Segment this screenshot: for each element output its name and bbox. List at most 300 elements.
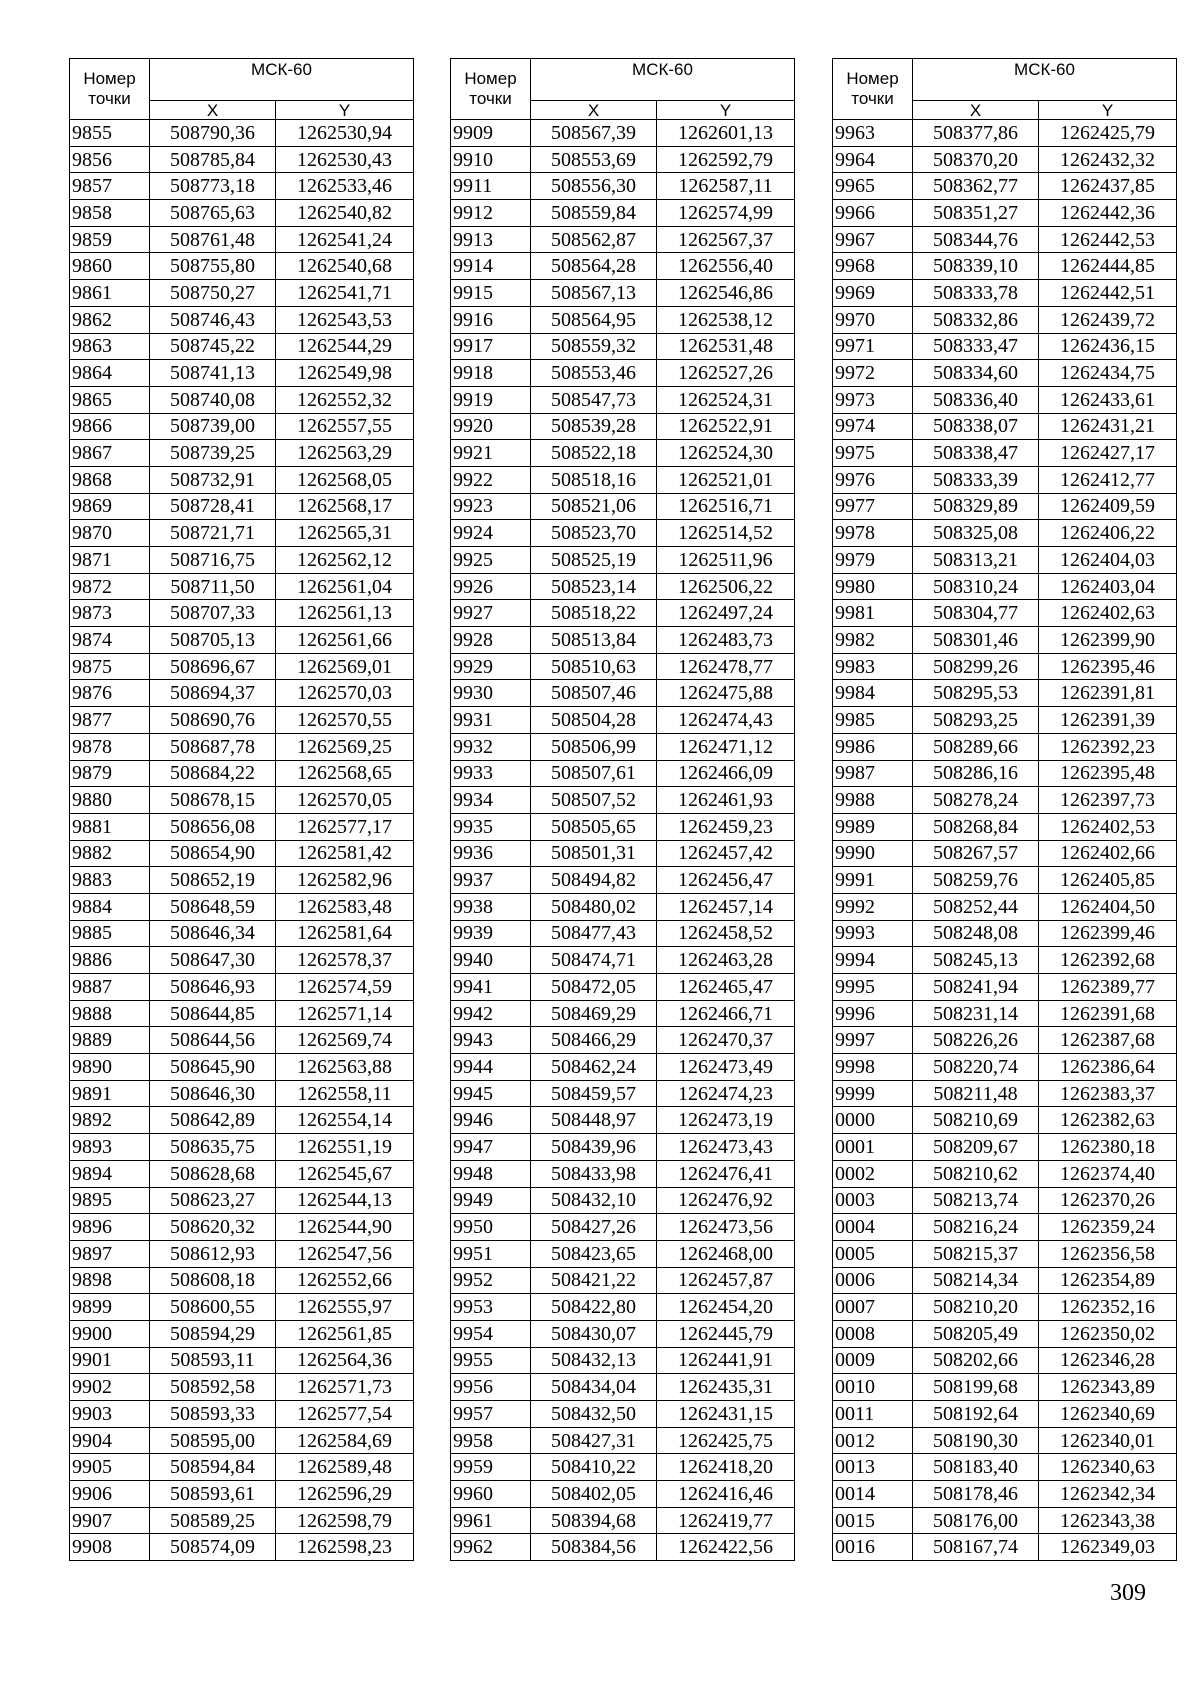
point-number: 0009 bbox=[833, 1347, 913, 1374]
table-row bbox=[833, 1294, 1177, 1321]
point-number: 9869 bbox=[70, 493, 150, 520]
table-row bbox=[70, 1481, 414, 1508]
y-value: 1262561,04 bbox=[276, 573, 414, 600]
point-number: 9944 bbox=[451, 1054, 531, 1081]
table-row bbox=[70, 627, 414, 654]
table-row bbox=[70, 1054, 414, 1081]
x-value: 508594,29 bbox=[150, 1320, 276, 1347]
y-value: 1262571,14 bbox=[276, 1000, 414, 1027]
x-value: 508215,37 bbox=[913, 1240, 1039, 1267]
table-row bbox=[70, 760, 414, 787]
table-row bbox=[70, 547, 414, 574]
x-value: 508711,50 bbox=[150, 573, 276, 600]
x-value: 508620,32 bbox=[150, 1214, 276, 1241]
table-row bbox=[451, 974, 795, 1001]
x-value: 508332,86 bbox=[913, 306, 1039, 333]
table-row bbox=[70, 146, 414, 173]
x-value: 508741,13 bbox=[150, 360, 276, 387]
table-row bbox=[451, 1267, 795, 1294]
point-number: 9857 bbox=[70, 173, 150, 200]
y-value: 1262592,79 bbox=[657, 146, 795, 173]
table-row bbox=[451, 1107, 795, 1134]
page-number: 309 bbox=[1110, 1580, 1146, 1606]
y-value: 1262596,29 bbox=[276, 1481, 414, 1508]
y-value: 1262547,56 bbox=[276, 1240, 414, 1267]
point-number: 9902 bbox=[70, 1374, 150, 1401]
y-value: 1262506,22 bbox=[657, 573, 795, 600]
x-value: 508690,76 bbox=[150, 707, 276, 734]
x-value: 508574,09 bbox=[150, 1534, 276, 1561]
x-value: 508351,27 bbox=[913, 200, 1039, 227]
table-row bbox=[833, 306, 1177, 333]
y-value: 1262571,73 bbox=[276, 1374, 414, 1401]
y-value: 1262445,79 bbox=[657, 1320, 795, 1347]
y-value: 1262471,12 bbox=[657, 733, 795, 760]
table-row bbox=[451, 1347, 795, 1374]
table-row bbox=[70, 733, 414, 760]
x-value: 508336,40 bbox=[913, 386, 1039, 413]
x-value: 508623,27 bbox=[150, 1187, 276, 1214]
coordinates-table-1 bbox=[69, 58, 414, 1561]
x-value: 508209,67 bbox=[913, 1134, 1039, 1161]
x-value: 508252,44 bbox=[913, 893, 1039, 920]
x-value: 508790,36 bbox=[150, 120, 276, 147]
x-value: 508210,69 bbox=[913, 1107, 1039, 1134]
y-value: 1262387,68 bbox=[1039, 1027, 1177, 1054]
point-number: 9984 bbox=[833, 680, 913, 707]
table-row bbox=[451, 493, 795, 520]
point-number: 9990 bbox=[833, 840, 913, 867]
table-row bbox=[70, 173, 414, 200]
x-value: 508523,70 bbox=[531, 520, 657, 547]
point-number: 9877 bbox=[70, 707, 150, 734]
table-row bbox=[451, 547, 795, 574]
table-row bbox=[451, 760, 795, 787]
y-value: 1262349,03 bbox=[1039, 1534, 1177, 1561]
point-number: 9971 bbox=[833, 333, 913, 360]
x-value: 508612,93 bbox=[150, 1240, 276, 1267]
y-value: 1262581,42 bbox=[276, 840, 414, 867]
point-number: 9946 bbox=[451, 1107, 531, 1134]
point-number: 9888 bbox=[70, 1000, 150, 1027]
x-value: 508248,08 bbox=[913, 920, 1039, 947]
point-number: 9973 bbox=[833, 386, 913, 413]
table-row bbox=[451, 1534, 795, 1561]
y-value: 1262561,13 bbox=[276, 600, 414, 627]
y-value: 1262474,23 bbox=[657, 1080, 795, 1107]
point-number: 9864 bbox=[70, 360, 150, 387]
point-number: 9974 bbox=[833, 413, 913, 440]
table-row bbox=[833, 1454, 1177, 1481]
y-column-header: Y bbox=[657, 101, 795, 120]
y-value: 1262562,12 bbox=[276, 547, 414, 574]
table-row bbox=[833, 680, 1177, 707]
table-row bbox=[70, 1000, 414, 1027]
point-number: 9884 bbox=[70, 893, 150, 920]
table-row bbox=[70, 226, 414, 253]
table-row bbox=[451, 787, 795, 814]
point-number: 9992 bbox=[833, 893, 913, 920]
x-value: 508432,50 bbox=[531, 1401, 657, 1428]
point-number: 9906 bbox=[70, 1481, 150, 1508]
y-value: 1262516,71 bbox=[657, 493, 795, 520]
table-row bbox=[833, 1507, 1177, 1534]
table-row bbox=[451, 1054, 795, 1081]
x-value: 508167,74 bbox=[913, 1534, 1039, 1561]
point-number: 0016 bbox=[833, 1534, 913, 1561]
y-value: 1262392,23 bbox=[1039, 733, 1177, 760]
table-row bbox=[833, 573, 1177, 600]
x-value: 508589,25 bbox=[150, 1507, 276, 1534]
point-number: 9986 bbox=[833, 733, 913, 760]
table-row bbox=[70, 333, 414, 360]
x-value: 508394,68 bbox=[531, 1507, 657, 1534]
y-value: 1262405,85 bbox=[1039, 867, 1177, 894]
x-value: 508507,46 bbox=[531, 680, 657, 707]
y-value: 1262540,68 bbox=[276, 253, 414, 280]
x-value: 508539,28 bbox=[531, 413, 657, 440]
point-number: 9958 bbox=[451, 1427, 531, 1454]
point-number: 9866 bbox=[70, 413, 150, 440]
x-value: 508432,13 bbox=[531, 1347, 657, 1374]
table-row bbox=[451, 1374, 795, 1401]
point-number-header: Номер точки bbox=[451, 59, 531, 120]
table-row bbox=[451, 146, 795, 173]
y-value: 1262350,02 bbox=[1039, 1320, 1177, 1347]
x-value: 508202,66 bbox=[913, 1347, 1039, 1374]
point-number: 9934 bbox=[451, 787, 531, 814]
x-value: 508422,80 bbox=[531, 1294, 657, 1321]
x-value: 508507,61 bbox=[531, 760, 657, 787]
point-number: 9879 bbox=[70, 760, 150, 787]
table-row bbox=[451, 386, 795, 413]
table-row bbox=[833, 280, 1177, 307]
point-number: 9924 bbox=[451, 520, 531, 547]
point-number: 9929 bbox=[451, 653, 531, 680]
table-row bbox=[70, 253, 414, 280]
point-number: 9936 bbox=[451, 840, 531, 867]
y-value: 1262514,52 bbox=[657, 520, 795, 547]
point-number: 0010 bbox=[833, 1374, 913, 1401]
y-value: 1262570,03 bbox=[276, 680, 414, 707]
point-number: 9978 bbox=[833, 520, 913, 547]
table-row bbox=[833, 520, 1177, 547]
x-value: 508421,22 bbox=[531, 1267, 657, 1294]
point-number: 9914 bbox=[451, 253, 531, 280]
table-row bbox=[70, 1374, 414, 1401]
table-row bbox=[833, 1267, 1177, 1294]
y-value: 1262530,43 bbox=[276, 146, 414, 173]
x-value: 508293,25 bbox=[913, 707, 1039, 734]
point-number: 9905 bbox=[70, 1454, 150, 1481]
y-value: 1262386,64 bbox=[1039, 1054, 1177, 1081]
table-row bbox=[70, 440, 414, 467]
point-number: 9882 bbox=[70, 840, 150, 867]
x-value: 508480,02 bbox=[531, 893, 657, 920]
table-row bbox=[451, 1027, 795, 1054]
table-row bbox=[451, 226, 795, 253]
table-row bbox=[451, 1294, 795, 1321]
table-row bbox=[70, 1160, 414, 1187]
table-row bbox=[833, 627, 1177, 654]
point-number: 9862 bbox=[70, 306, 150, 333]
table-row bbox=[833, 440, 1177, 467]
y-value: 1262483,73 bbox=[657, 627, 795, 654]
x-value: 508329,89 bbox=[913, 493, 1039, 520]
x-value: 508644,85 bbox=[150, 1000, 276, 1027]
x-value: 508505,65 bbox=[531, 813, 657, 840]
table-row bbox=[70, 947, 414, 974]
x-value: 508301,46 bbox=[913, 627, 1039, 654]
point-number: 9874 bbox=[70, 627, 150, 654]
point-number: 9887 bbox=[70, 974, 150, 1001]
y-value: 1262584,69 bbox=[276, 1427, 414, 1454]
point-number: 9981 bbox=[833, 600, 913, 627]
x-value: 508750,27 bbox=[150, 280, 276, 307]
x-value: 508739,25 bbox=[150, 440, 276, 467]
table-row bbox=[70, 413, 414, 440]
point-number: 0007 bbox=[833, 1294, 913, 1321]
point-number: 9985 bbox=[833, 707, 913, 734]
point-number: 0014 bbox=[833, 1481, 913, 1508]
x-value: 508344,76 bbox=[913, 226, 1039, 253]
y-value: 1262402,53 bbox=[1039, 813, 1177, 840]
point-number: 9940 bbox=[451, 947, 531, 974]
table-row bbox=[833, 974, 1177, 1001]
table-row bbox=[70, 1134, 414, 1161]
y-value: 1262474,43 bbox=[657, 707, 795, 734]
y-value: 1262391,39 bbox=[1039, 707, 1177, 734]
x-value: 508241,94 bbox=[913, 974, 1039, 1001]
point-number: 0011 bbox=[833, 1401, 913, 1428]
y-value: 1262403,04 bbox=[1039, 573, 1177, 600]
table-row bbox=[833, 733, 1177, 760]
x-value: 508553,46 bbox=[531, 360, 657, 387]
table-row bbox=[451, 173, 795, 200]
table-row bbox=[833, 1160, 1177, 1187]
x-value: 508501,31 bbox=[531, 840, 657, 867]
x-value: 508567,39 bbox=[531, 120, 657, 147]
table-row bbox=[833, 413, 1177, 440]
x-value: 508304,77 bbox=[913, 600, 1039, 627]
y-value: 1262531,48 bbox=[657, 333, 795, 360]
y-value: 1262554,14 bbox=[276, 1107, 414, 1134]
table-row bbox=[70, 520, 414, 547]
point-number: 9954 bbox=[451, 1320, 531, 1347]
point-number: 9979 bbox=[833, 547, 913, 574]
point-number: 9917 bbox=[451, 333, 531, 360]
y-value: 1262437,85 bbox=[1039, 173, 1177, 200]
point-number: 9948 bbox=[451, 1160, 531, 1187]
x-value: 508564,28 bbox=[531, 253, 657, 280]
point-number: 9892 bbox=[70, 1107, 150, 1134]
point-number: 9886 bbox=[70, 947, 150, 974]
x-value: 508289,66 bbox=[913, 733, 1039, 760]
table-row bbox=[833, 1134, 1177, 1161]
x-value: 508333,78 bbox=[913, 280, 1039, 307]
x-value: 508268,84 bbox=[913, 813, 1039, 840]
y-value: 1262589,48 bbox=[276, 1454, 414, 1481]
x-value: 508211,48 bbox=[913, 1080, 1039, 1107]
x-value: 508313,21 bbox=[913, 547, 1039, 574]
x-value: 508477,43 bbox=[531, 920, 657, 947]
table-row bbox=[70, 466, 414, 493]
table-row bbox=[451, 1134, 795, 1161]
y-value: 1262574,59 bbox=[276, 974, 414, 1001]
point-number: 9998 bbox=[833, 1054, 913, 1081]
y-value: 1262497,24 bbox=[657, 600, 795, 627]
x-value: 508183,40 bbox=[913, 1454, 1039, 1481]
y-value: 1262340,69 bbox=[1039, 1401, 1177, 1428]
point-number: 9900 bbox=[70, 1320, 150, 1347]
point-number: 9949 bbox=[451, 1187, 531, 1214]
point-number: 9925 bbox=[451, 547, 531, 574]
point-number: 9977 bbox=[833, 493, 913, 520]
x-value: 508432,10 bbox=[531, 1187, 657, 1214]
y-value: 1262442,36 bbox=[1039, 200, 1177, 227]
table-row bbox=[833, 947, 1177, 974]
point-number: 9960 bbox=[451, 1481, 531, 1508]
table-row bbox=[70, 360, 414, 387]
x-value: 508377,86 bbox=[913, 120, 1039, 147]
point-number: 9951 bbox=[451, 1240, 531, 1267]
point-number: 9947 bbox=[451, 1134, 531, 1161]
x-value: 508716,75 bbox=[150, 547, 276, 574]
table-row bbox=[833, 787, 1177, 814]
y-value: 1262582,96 bbox=[276, 867, 414, 894]
table-row bbox=[451, 600, 795, 627]
table-row bbox=[70, 1027, 414, 1054]
table-row bbox=[70, 1427, 414, 1454]
y-value: 1262457,87 bbox=[657, 1267, 795, 1294]
y-value: 1262564,36 bbox=[276, 1347, 414, 1374]
point-number: 9969 bbox=[833, 280, 913, 307]
table-row bbox=[70, 1187, 414, 1214]
x-value: 508773,18 bbox=[150, 173, 276, 200]
y-value: 1262577,17 bbox=[276, 813, 414, 840]
table-row bbox=[833, 547, 1177, 574]
point-number: 9903 bbox=[70, 1401, 150, 1428]
point-number: 9975 bbox=[833, 440, 913, 467]
coordinate-system-header: МСК-60 bbox=[150, 59, 414, 101]
y-value: 1262557,55 bbox=[276, 413, 414, 440]
point-number: 9943 bbox=[451, 1027, 531, 1054]
table-row bbox=[451, 867, 795, 894]
x-column-header: X bbox=[913, 101, 1039, 120]
y-value: 1262399,46 bbox=[1039, 920, 1177, 947]
point-number: 9899 bbox=[70, 1294, 150, 1321]
table-row bbox=[70, 1240, 414, 1267]
point-number: 9933 bbox=[451, 760, 531, 787]
table-row bbox=[833, 360, 1177, 387]
y-value: 1262461,93 bbox=[657, 787, 795, 814]
x-value: 508684,22 bbox=[150, 760, 276, 787]
y-value: 1262551,19 bbox=[276, 1134, 414, 1161]
x-column-header: X bbox=[150, 101, 276, 120]
point-number: 9881 bbox=[70, 813, 150, 840]
point-number: 9863 bbox=[70, 333, 150, 360]
table-row bbox=[833, 1534, 1177, 1561]
y-value: 1262568,05 bbox=[276, 466, 414, 493]
x-value: 508178,46 bbox=[913, 1481, 1039, 1508]
y-value: 1262374,40 bbox=[1039, 1160, 1177, 1187]
y-value: 1262598,23 bbox=[276, 1534, 414, 1561]
y-value: 1262521,01 bbox=[657, 466, 795, 493]
x-value: 508765,63 bbox=[150, 200, 276, 227]
point-number: 0012 bbox=[833, 1427, 913, 1454]
table-row bbox=[70, 200, 414, 227]
table-row bbox=[833, 466, 1177, 493]
point-number-header: Номер точки bbox=[833, 59, 913, 120]
x-value: 508267,57 bbox=[913, 840, 1039, 867]
y-value: 1262454,20 bbox=[657, 1294, 795, 1321]
x-value: 508245,13 bbox=[913, 947, 1039, 974]
point-number: 9870 bbox=[70, 520, 150, 547]
table-row bbox=[451, 1187, 795, 1214]
y-value: 1262465,47 bbox=[657, 974, 795, 1001]
y-value: 1262425,75 bbox=[657, 1427, 795, 1454]
table-row bbox=[833, 920, 1177, 947]
point-number: 9997 bbox=[833, 1027, 913, 1054]
table-row bbox=[833, 386, 1177, 413]
table-row bbox=[833, 200, 1177, 227]
point-number: 9941 bbox=[451, 974, 531, 1001]
y-value: 1262343,89 bbox=[1039, 1374, 1177, 1401]
point-number: 9987 bbox=[833, 760, 913, 787]
point-number: 0008 bbox=[833, 1320, 913, 1347]
table-row bbox=[451, 627, 795, 654]
table-row bbox=[451, 680, 795, 707]
y-value: 1262598,79 bbox=[276, 1507, 414, 1534]
y-value: 1262567,37 bbox=[657, 226, 795, 253]
table-row bbox=[833, 813, 1177, 840]
table-row bbox=[70, 493, 414, 520]
x-value: 508474,71 bbox=[531, 947, 657, 974]
y-value: 1262395,48 bbox=[1039, 760, 1177, 787]
point-number: 9927 bbox=[451, 600, 531, 627]
y-value: 1262511,96 bbox=[657, 547, 795, 574]
x-value: 508556,30 bbox=[531, 173, 657, 200]
point-number: 9968 bbox=[833, 253, 913, 280]
y-value: 1262563,88 bbox=[276, 1054, 414, 1081]
x-value: 508226,26 bbox=[913, 1027, 1039, 1054]
x-value: 508567,13 bbox=[531, 280, 657, 307]
x-value: 508192,64 bbox=[913, 1401, 1039, 1428]
point-number: 0004 bbox=[833, 1214, 913, 1241]
table-row bbox=[833, 707, 1177, 734]
x-value: 508635,75 bbox=[150, 1134, 276, 1161]
y-value: 1262544,90 bbox=[276, 1214, 414, 1241]
table-row bbox=[451, 573, 795, 600]
x-value: 508439,96 bbox=[531, 1134, 657, 1161]
point-number: 9937 bbox=[451, 867, 531, 894]
y-value: 1262540,82 bbox=[276, 200, 414, 227]
y-value: 1262404,50 bbox=[1039, 893, 1177, 920]
table-row bbox=[70, 1294, 414, 1321]
y-value: 1262475,88 bbox=[657, 680, 795, 707]
point-number: 9909 bbox=[451, 120, 531, 147]
x-value: 508696,67 bbox=[150, 653, 276, 680]
y-value: 1262340,01 bbox=[1039, 1427, 1177, 1454]
point-number: 9923 bbox=[451, 493, 531, 520]
x-value: 508510,63 bbox=[531, 653, 657, 680]
y-value: 1262476,92 bbox=[657, 1187, 795, 1214]
table-row bbox=[451, 200, 795, 227]
point-number: 9972 bbox=[833, 360, 913, 387]
table-row bbox=[451, 333, 795, 360]
y-value: 1262340,63 bbox=[1039, 1454, 1177, 1481]
table-row bbox=[70, 573, 414, 600]
